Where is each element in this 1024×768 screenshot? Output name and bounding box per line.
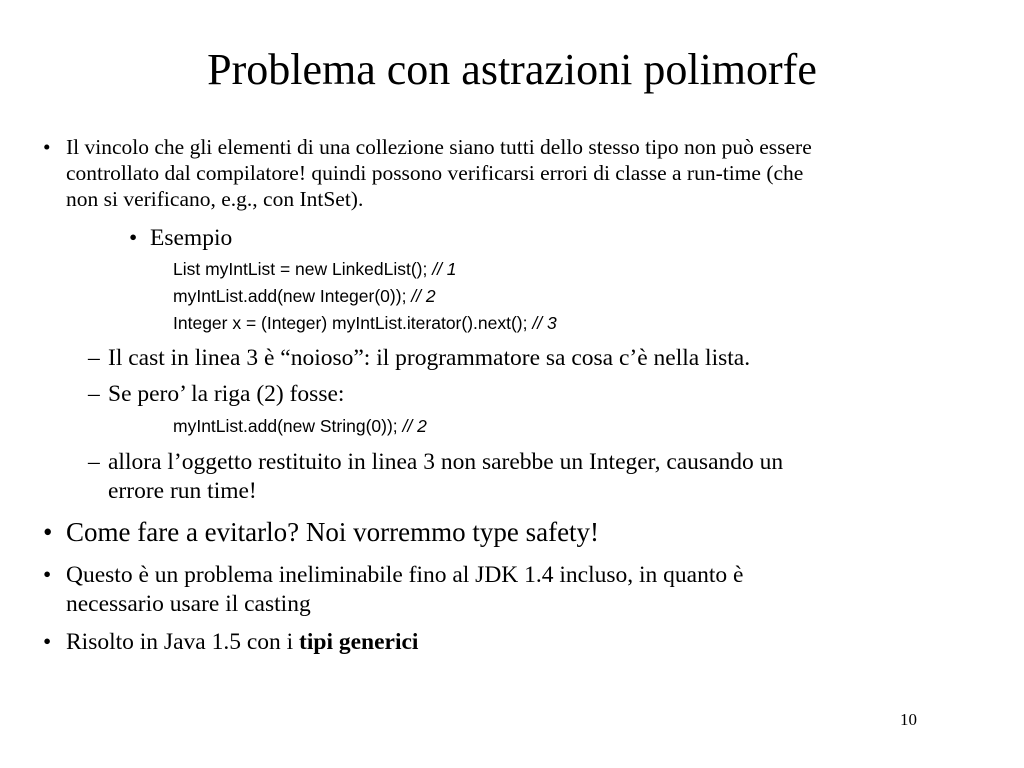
code-line-3: Integer x = (Integer) myIntList.iterator().next(); // 3 bbox=[173, 313, 557, 333]
dash-glyph: – bbox=[88, 345, 100, 371]
bullet-glyph: • bbox=[43, 562, 52, 588]
bullet3-line2: necessario usare il casting bbox=[66, 591, 311, 617]
bullet-glyph: • bbox=[43, 629, 52, 655]
bullet-glyph: • bbox=[43, 135, 51, 159]
dash1-text: Il cast in linea 3 è “noioso”: il programmatore sa cosa c’è nella lista. bbox=[108, 345, 751, 371]
dash3-line2: errore run time! bbox=[108, 478, 257, 504]
bullet1-line3: non si verificano, e.g., con IntSet). bbox=[66, 187, 364, 211]
bullet3-line1: Questo è un problema ineliminabile fino al JDK 1.4 incluso, in quanto è bbox=[66, 562, 744, 588]
code-comment: // 2 bbox=[402, 416, 427, 436]
bullet4-text: Risolto in Java 1.5 con i tipi generici bbox=[66, 629, 419, 655]
bullet4-bold: tipi generici bbox=[299, 629, 419, 655]
dash3-line1: allora l’oggetto restituito in linea 3 non sarebbe un Integer, causando un bbox=[108, 449, 784, 475]
code-line-string: myIntList.add(new String(0)); // 2 bbox=[173, 416, 427, 436]
bullet2-text: Come fare a evitarlo? Noi vorremmo type safety! bbox=[66, 517, 600, 547]
bullet1-line1: Il vincolo che gli elementi di una collezione siano tutti dello stesso tipo non può essere bbox=[66, 135, 812, 159]
dash-glyph: – bbox=[88, 381, 100, 407]
code-comment: // 1 bbox=[432, 259, 457, 279]
esempio-label: Esempio bbox=[150, 225, 233, 251]
bullet-glyph: • bbox=[43, 517, 53, 547]
bullet-glyph: • bbox=[129, 225, 138, 251]
code-line-1: List myIntList = new LinkedList(); // 1 bbox=[173, 259, 457, 279]
dash-glyph: – bbox=[88, 449, 100, 475]
code-comment: // 3 bbox=[532, 313, 557, 333]
bullet1-line2: controllato dal compilatore! quindi possono verificarsi errori di classe a run-time (che bbox=[66, 161, 804, 185]
dash2-text: Se pero’ la riga (2) fosse: bbox=[108, 381, 345, 407]
code-comment: // 2 bbox=[411, 286, 436, 306]
code-line-2: myIntList.add(new Integer(0)); // 2 bbox=[173, 286, 436, 306]
page-number: 10 bbox=[900, 710, 917, 729]
slide-title: Problema con astrazioni polimorfe bbox=[207, 45, 817, 94]
